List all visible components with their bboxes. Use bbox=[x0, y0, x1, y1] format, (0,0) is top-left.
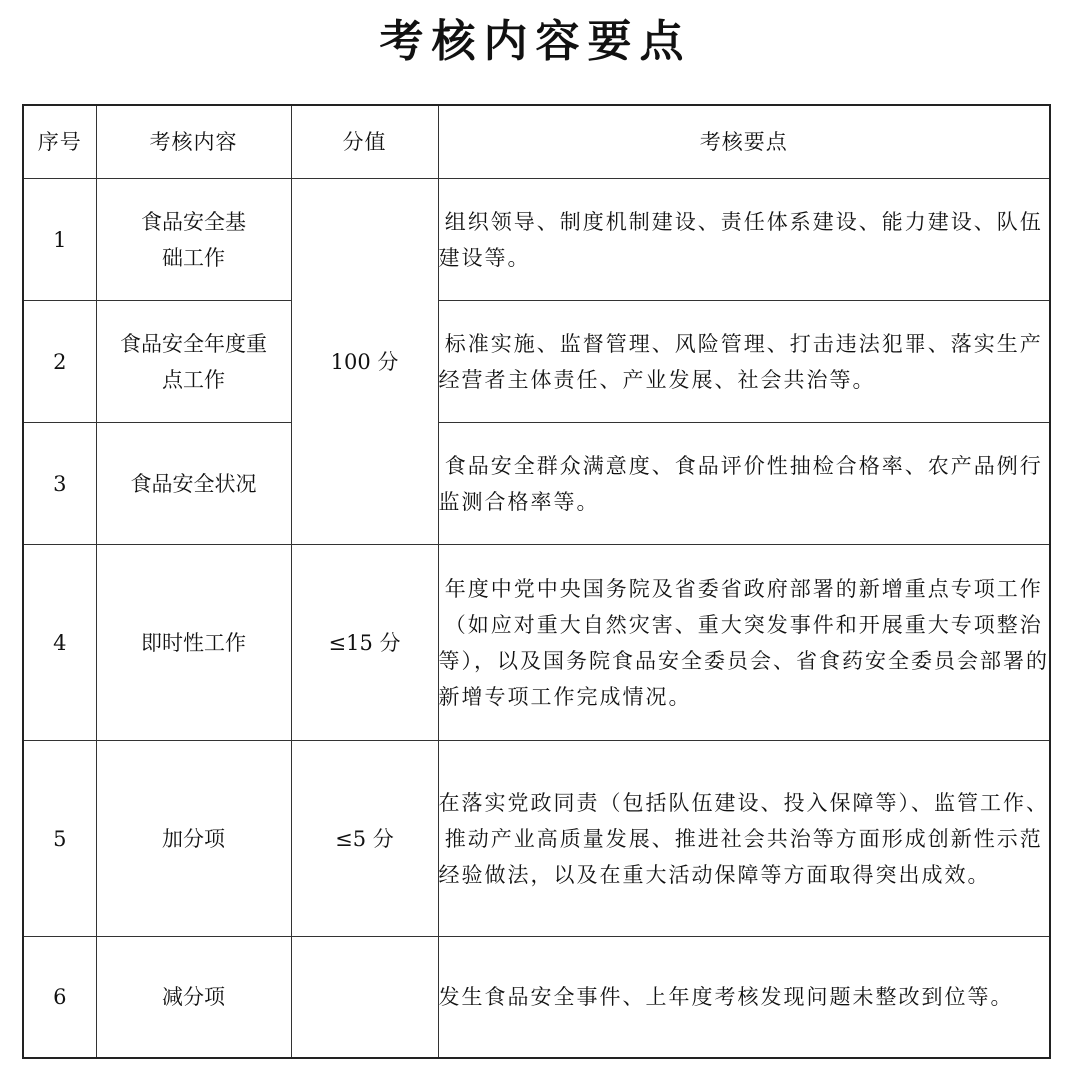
row-points: 食品安全群众满意度、食品评价性抽检合格率、农产品例行监测合格率等。 bbox=[438, 423, 1050, 545]
row-index: 3 bbox=[23, 423, 96, 545]
row-content-text: 食品安全状况 bbox=[130, 471, 257, 496]
row-index: 5 bbox=[23, 741, 96, 937]
row-score: ≤5 分 bbox=[291, 741, 438, 937]
row-content bbox=[96, 179, 291, 301]
row-points: 组织领导、制度机制建设、责任体系建设、能力建设、队伍建设等。 bbox=[438, 179, 1050, 301]
row-score: ≤15 分 bbox=[291, 545, 438, 741]
assessment-table bbox=[22, 104, 1051, 1059]
row-content-text: 食品安全年度重点工作 bbox=[120, 331, 267, 392]
row-content bbox=[96, 741, 291, 937]
row-content bbox=[96, 545, 291, 741]
table-header-row bbox=[23, 105, 1050, 179]
row-content-text: 加分项 bbox=[162, 826, 225, 851]
row-content-text: 食品安全基础工作 bbox=[141, 209, 246, 270]
row-content bbox=[96, 937, 291, 1059]
header-points: 考核要点 bbox=[438, 105, 1050, 179]
row-points: 标准实施、监督管理、风险管理、打击违法犯罪、落实生产经营者主体责任、产业发展、社会共治等。 bbox=[438, 301, 1050, 423]
header-index: 序号 bbox=[23, 105, 96, 179]
header-content: 考核内容 bbox=[96, 105, 291, 179]
table-row bbox=[23, 179, 1050, 301]
table-row bbox=[23, 423, 1050, 545]
row-index: 6 bbox=[23, 937, 96, 1059]
table-row bbox=[23, 741, 1050, 937]
row-points: 在落实党政同责（包括队伍建设、投入保障等）、监管工作、推动产业高质量发展、推进社会共治等方面形成创新性示范经验做法，以及在重大活动保障等方面取得突出成效。 bbox=[438, 741, 1050, 937]
row-points: 年度中党中央国务院及省委省政府部署的新增重点专项工作（如应对重大自然灾害、重大突发事件和开展重大专项整治等），以及国务院食品安全委员会、省食药安全委员会部署的新增专项工作完成情况。 bbox=[438, 545, 1050, 741]
table-row bbox=[23, 545, 1050, 741]
row-index: 1 bbox=[23, 179, 96, 301]
row-content bbox=[96, 423, 291, 545]
row-index: 2 bbox=[23, 301, 96, 423]
page-title: 考核内容要点 bbox=[379, 16, 692, 67]
table-row bbox=[23, 301, 1050, 423]
row-score-merged: 100 分 bbox=[291, 179, 438, 545]
header-score: 分值 bbox=[291, 105, 438, 179]
row-content-text: 即时性工作 bbox=[141, 630, 246, 655]
row-score bbox=[291, 937, 438, 1059]
row-content-text: 减分项 bbox=[162, 985, 225, 1009]
table-row bbox=[23, 937, 1050, 1059]
row-points: 发生食品安全事件、上年度考核发现问题未整改到位等。 bbox=[438, 937, 1050, 1059]
row-index: 4 bbox=[23, 545, 96, 741]
row-content bbox=[96, 301, 291, 423]
